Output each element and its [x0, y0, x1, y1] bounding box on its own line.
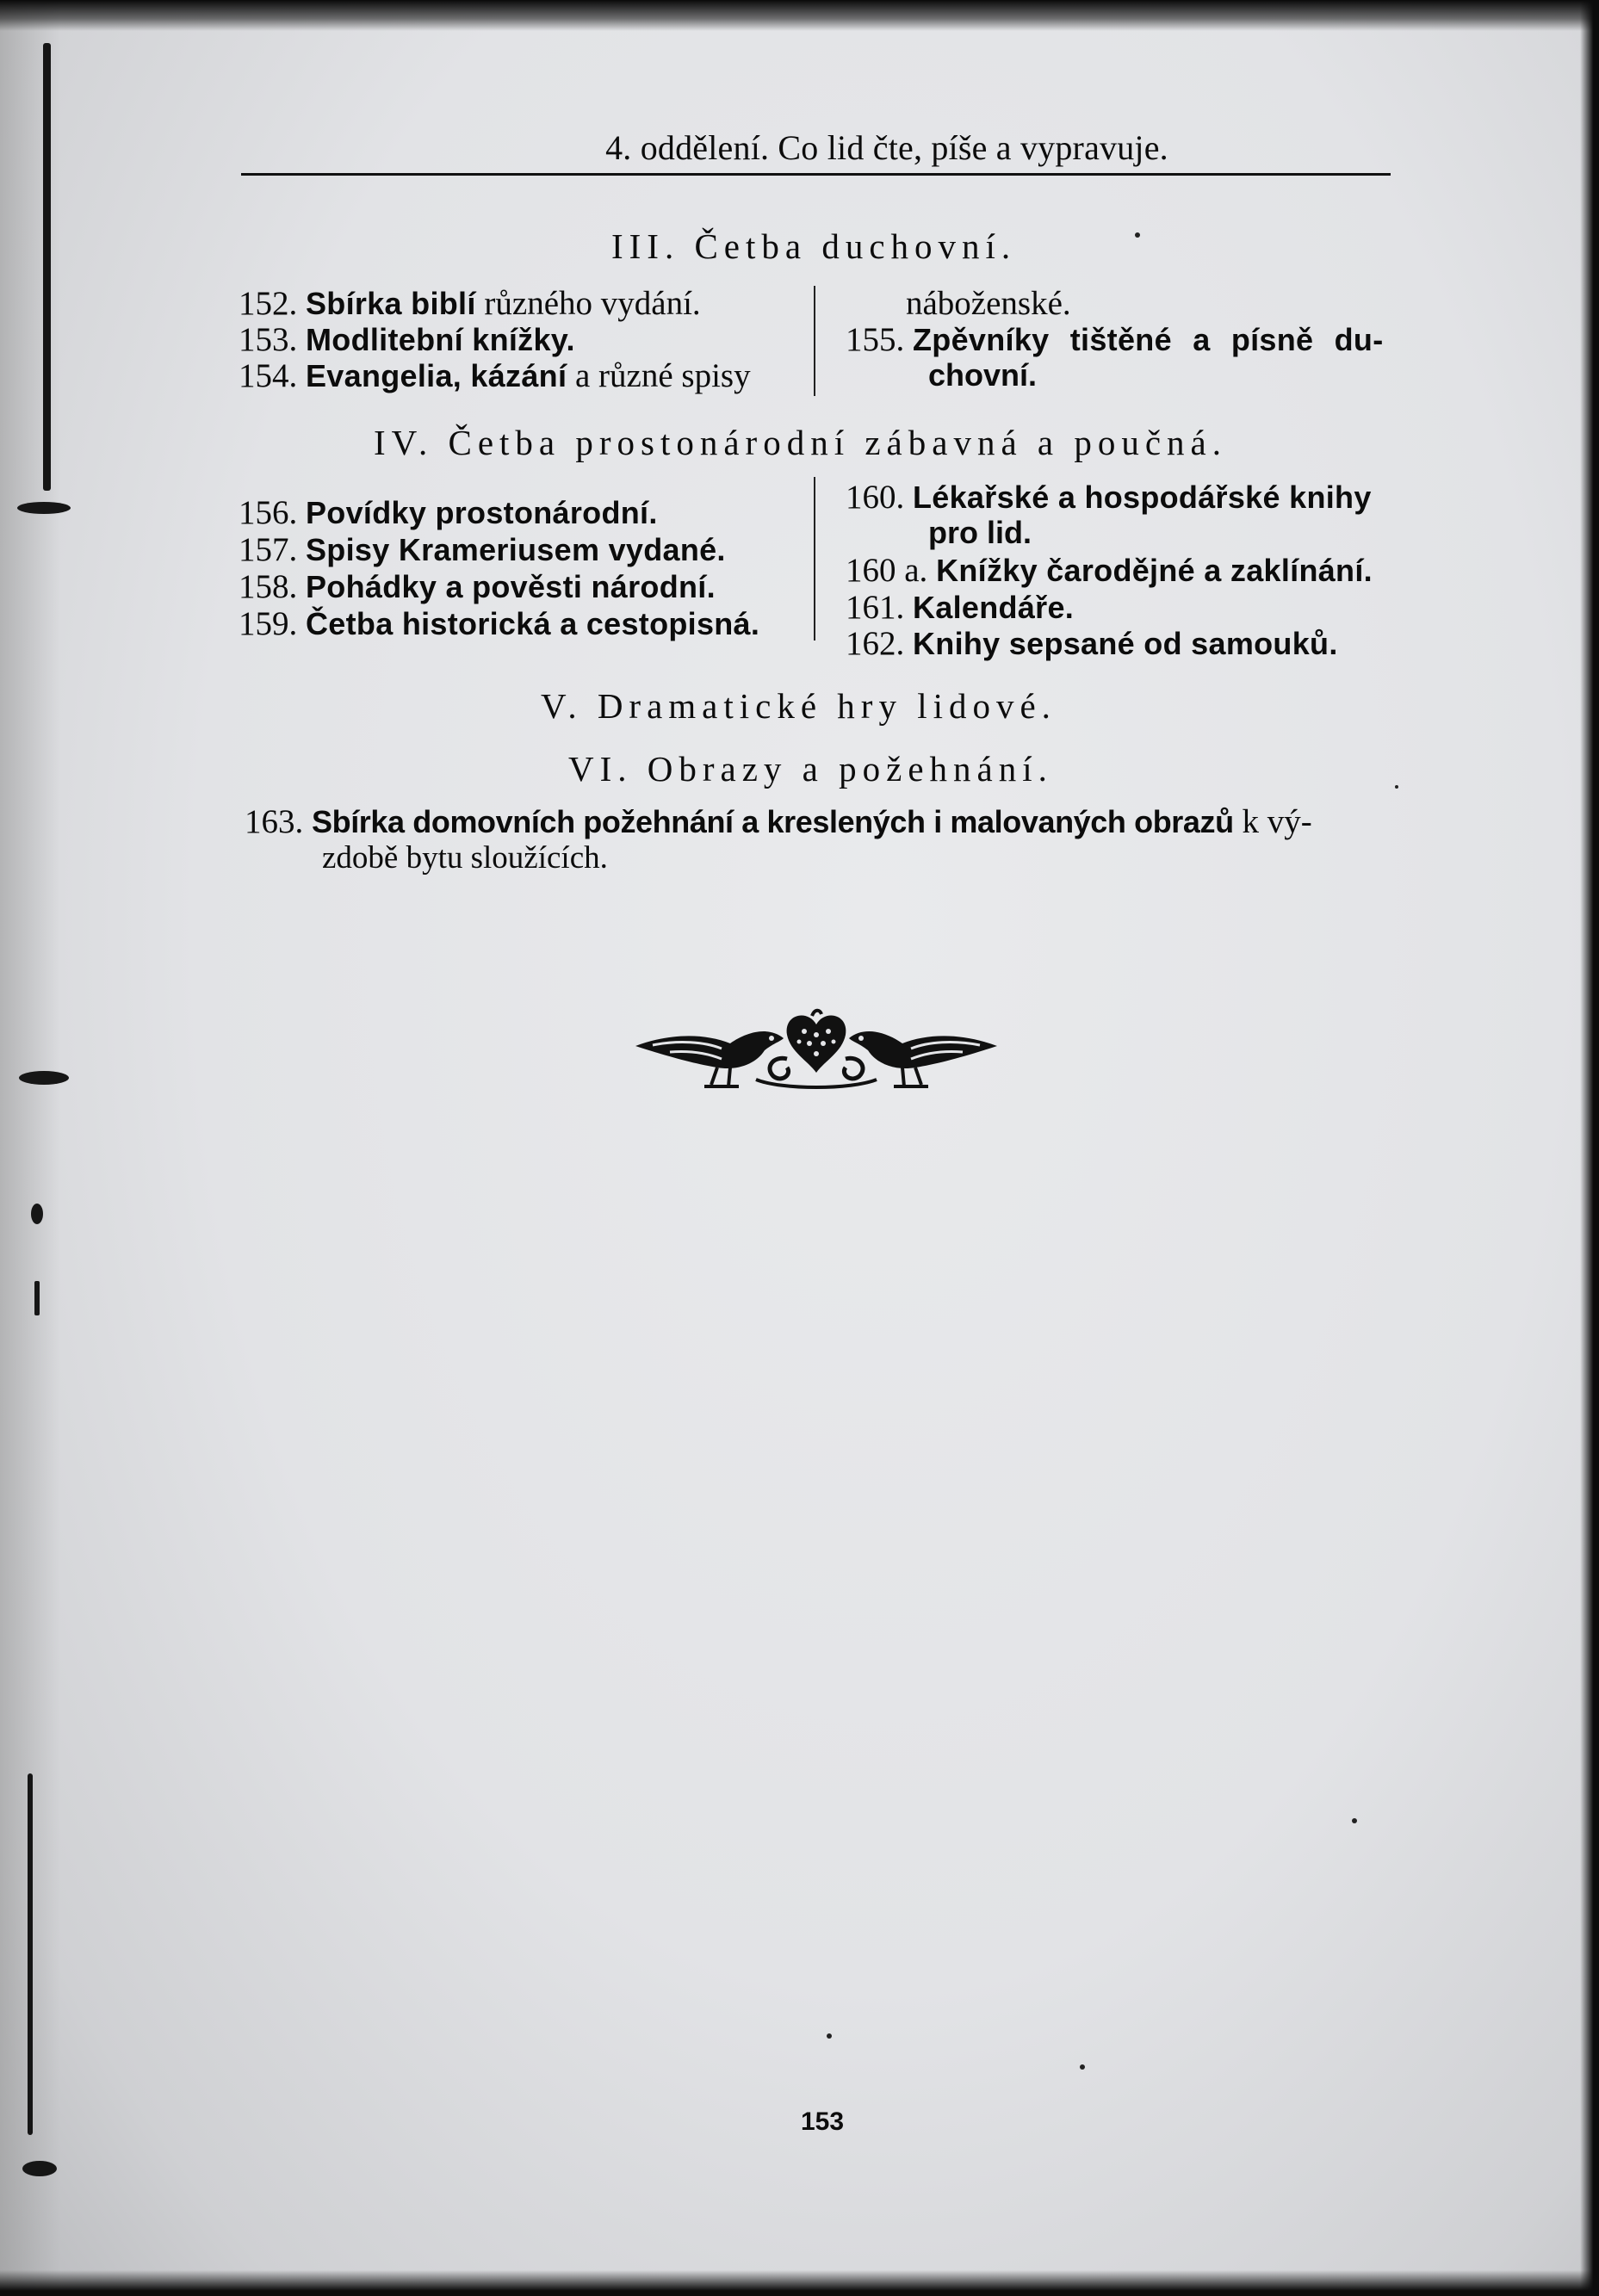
item-number: 152. [239, 285, 298, 322]
list-item [846, 591, 1074, 624]
running-head: 4. oddělení. Co lid čte, píše a vypravuje. [605, 128, 1168, 167]
item-number: 161. [846, 589, 905, 626]
item-title: Sbírka domovních požehnání a kreslených i malovaných obrazů [312, 804, 1234, 839]
item-continuation: pro lid. [928, 515, 1032, 550]
item-number: 157. [239, 531, 298, 568]
item-title: Knížky čarodějné a zaklínání. [936, 553, 1373, 588]
item-number: 159. [239, 605, 298, 642]
top-scan-edge [0, 0, 1599, 31]
item-continuation: chovní. [928, 357, 1038, 393]
binding-blot [17, 502, 71, 514]
binding-mark [28, 1773, 33, 2135]
item-continuation: zdobě bytu sloužících. [322, 840, 608, 876]
item-title: Četba historická a cestopisná. [306, 606, 760, 641]
list-item [239, 607, 759, 641]
item-number: 156. [239, 494, 298, 531]
item-title: Kalendáře. [913, 590, 1075, 625]
item-number: 154. [239, 357, 298, 394]
bottom-scan-edge [0, 2270, 1599, 2296]
header-rule [241, 173, 1391, 176]
list-item [239, 359, 751, 393]
list-item [239, 323, 575, 356]
item-continuation: náboženské. [906, 285, 1071, 322]
item-title: Spisy Krameriusem vydané. [306, 532, 726, 567]
item-title: Pohádky a pověsti národní. [306, 569, 716, 604]
item-text: k vý- [1242, 803, 1312, 840]
item-text: a různé spisy [575, 357, 751, 394]
list-item [846, 480, 1372, 514]
right-scan-edge [1580, 0, 1599, 2296]
item-title: Knihy sepsané od samouků. [913, 626, 1338, 661]
list-item [245, 805, 1312, 839]
section-title-iv: IV. Četba prostonárodní zábavná a poučná. [374, 423, 1227, 462]
item-title: Lékařské a hospodářské knihy [913, 480, 1372, 515]
item-title: Evangelia, kázání [306, 358, 567, 393]
item-number: 163. [245, 803, 304, 840]
item-number: 160 a. [846, 552, 928, 589]
section-title-iii: III. Četba duchovní. [611, 226, 1017, 266]
paper-speck [1080, 2064, 1085, 2070]
list-item [239, 496, 658, 529]
item-number: 153. [239, 321, 298, 358]
item-title: Sbírka biblí [306, 286, 476, 321]
binding-blot [19, 1071, 69, 1085]
item-title: Zpěvníky tištěné a písně du- [913, 322, 1384, 357]
item-title: Modlitební knížky. [306, 322, 575, 357]
list-item [239, 287, 701, 320]
item-number: 155. [846, 321, 905, 358]
item-number: 162. [846, 625, 905, 662]
binding-mark [43, 43, 51, 491]
list-item [846, 323, 1384, 356]
list-item [239, 570, 716, 603]
binding-blot [31, 1204, 43, 1224]
list-item [846, 554, 1373, 587]
paper-speck [1395, 785, 1398, 789]
column-rule [814, 286, 815, 396]
birds-and-heart-ornament [635, 1007, 997, 1098]
column-rule [814, 477, 815, 641]
list-item [846, 627, 1338, 660]
page-number: 153 [801, 2107, 845, 2136]
paper-speck [1352, 1818, 1357, 1823]
item-number: 158. [239, 568, 298, 605]
item-title: Povídky prostonárodní. [306, 495, 658, 530]
list-item [239, 533, 726, 566]
item-number: 160. [846, 479, 905, 516]
section-title-vi: VI. Obrazy a požehnání. [568, 749, 1053, 789]
section-title-v: V. Dramatické hry lidové. [541, 686, 1057, 726]
paper-speck [1135, 232, 1140, 238]
binding-blot [34, 1281, 40, 1315]
item-text: různého vydání. [484, 285, 701, 322]
paper-speck [827, 2033, 832, 2039]
binding-blot [22, 2161, 57, 2176]
